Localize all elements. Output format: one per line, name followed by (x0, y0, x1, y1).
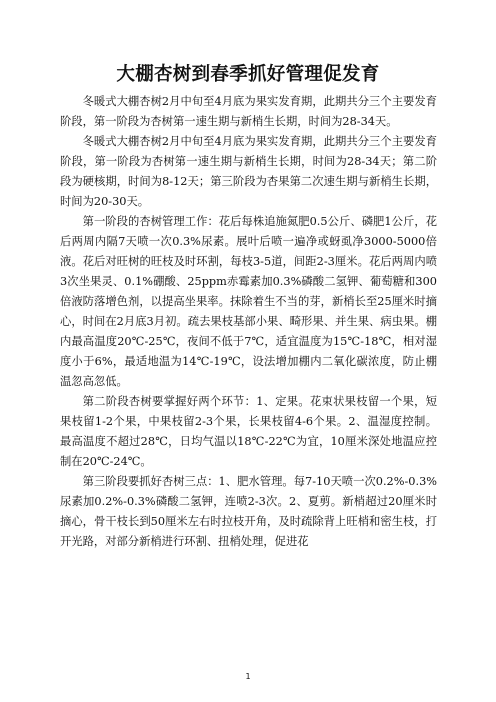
paragraph-3: 第一阶段的杏树管理工作：花后每株追施氮肥0.5公斤、磷肥1公斤，花后两周内隔7天喷一次0.3%尿素。展叶后喷一遍净或蚜虱净3000-5000倍液。花后对旺树的旺枝及时环割，每枝3-5道，间距2-3厘米。花后两周内喷3次坐果灵、0.1%硼酸、25ppm赤霉素加0.3%磷酸二氢钾、葡萄糖和300倍液防落增色剂，以提高坐果率。抹除着生不当的芽，新梢长至25厘米时摘心，时间在2月底3月初。疏去果枝基部小果、畸形果、并生果、病虫果。棚内最高温度20℃-25℃，夜间不低于7℃，适宜温度为15℃-18℃，相对湿度小于6%，最适地温为14℃-19℃，设法增加棚内二氧化碳浓度，防止棚温忽高忽低。 (60, 215, 437, 388)
paragraph-1: 冬暖式大棚杏树2月中旬至4月底为果实发育期，此期共分三个主要发育阶段，第一阶段为杏树第一速生期与新梢生长期，时间为28-34天。 (60, 95, 437, 128)
paragraph-5: 第三阶段要抓好杏树三点：1、肥水管理。每7-10天喷一次0.2%-0.3%尿素加0.2%-0.3%磷酸二氢钾，连喷2-3次。2、夏剪。新梢超过20厘米时摘心，骨干枝长到50厘米左右时拉枝开角，及时疏除背上旺梢和密生枝，打开光路，对部分新梢进行环割、扭梢处理，促进花 (60, 475, 437, 548)
paragraph-4: 第二阶段杏树要掌握好两个环节：1、定果。花束状果枝留一个果，短果枝留1-2个果，中果枝留2-3个果，长果枝留4-6个果。2、温湿度控制。最高温度不超过28℃，日均气温以18℃-22℃为宜，10厘米深处地温应控制在20℃-24℃。 (60, 395, 437, 468)
page-number: 1 (245, 672, 251, 681)
paragraph-2: 冬暖式大棚杏树2月中旬至4月底为果实发育期，此期共分三个主要发育阶段，第一阶段为杏树第一速生期与新梢生长期，时间为28-34天；第二阶段为硬核期，时间为8-12天；第三阶段为杏果第二次速生期与新梢生长期，时间为20-30天。 (60, 135, 437, 208)
document-body (60, 92, 437, 552)
document-title: 大棚杏树到春季抓好管理促发育 (116, 64, 380, 85)
